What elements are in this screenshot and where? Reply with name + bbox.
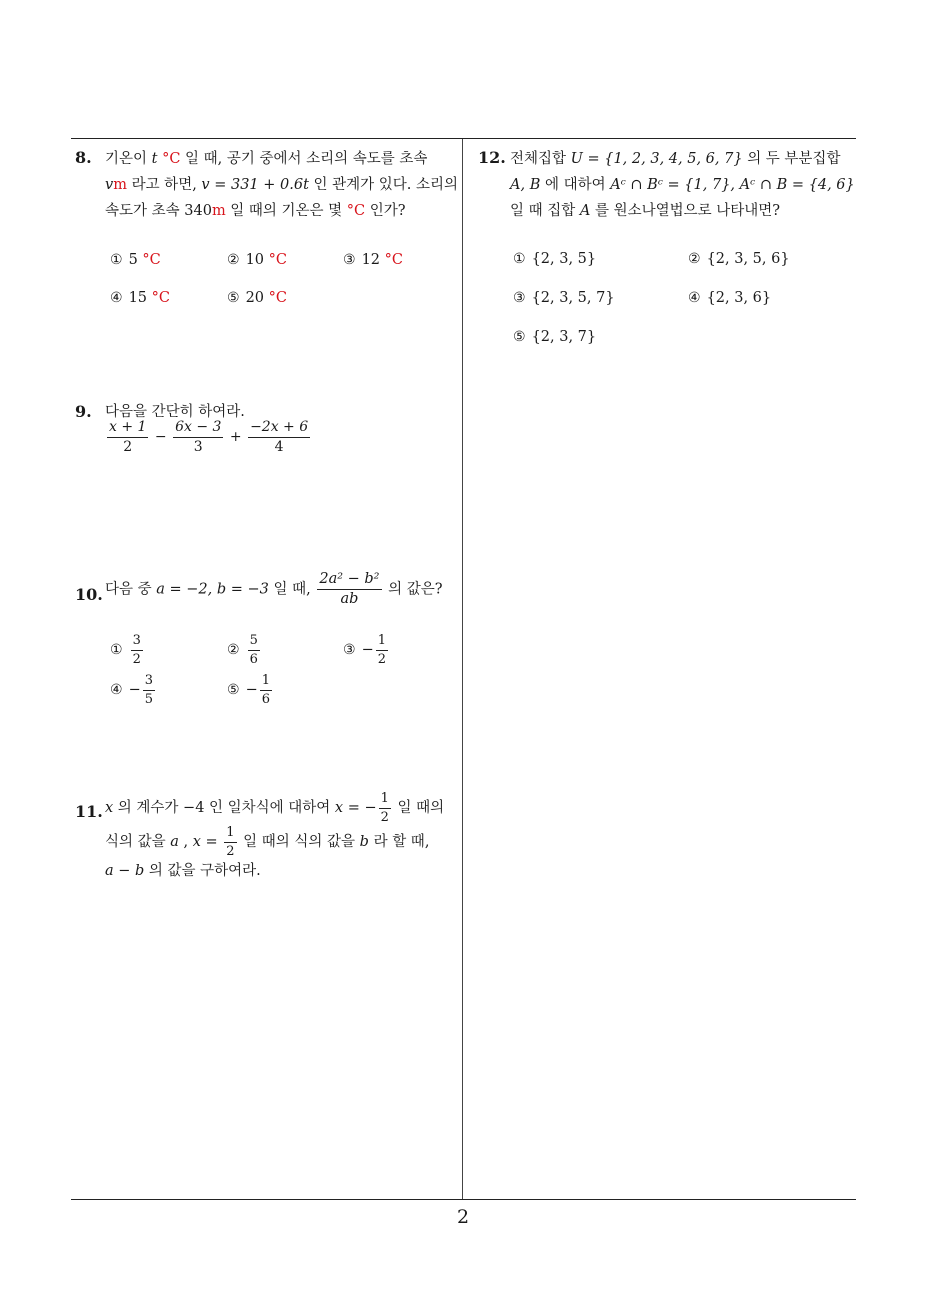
question-number: 11.	[75, 802, 103, 821]
expression: $\frac{x + 1}{2}$ − $\frac{6x - 3}{3}$ + $\frac{-2x + 6}{4}$	[109, 419, 309, 455]
question-text: 다음 중 a = −2, b = −3 일 때, $\frac{\text{2a² − b²}}{ab}$ 의 값은?	[105, 571, 443, 608]
choice-5[interactable]: ⑤ − $\frac{1}{6}$	[227, 673, 270, 707]
question-text: 다음을 간단히 하여라.	[105, 404, 245, 420]
choice-5[interactable]: ⑤ 20 °C	[227, 290, 287, 306]
choice-2[interactable]: ② $\frac{5}{6}$	[227, 633, 258, 667]
choice-3[interactable]: ③ − $\frac{1}{2}$	[343, 633, 386, 667]
question-line-3: a − b 의 값을 구하여라.	[105, 863, 261, 879]
question-text: 전체집합 U = {1, 2, 3, 4, 5, 6, 7} 의 두 부분집합 A, B 에 대하여 Aᶜ ∩ Bᶜ = {1, 7}, Aᶜ ∩ B = {4, 6} 일 때 집합 A 를 원소나열법으로 나타내면?	[510, 151, 855, 219]
column-divider	[462, 139, 463, 1200]
choice-2[interactable]: ② {2, 3, 5, 6}	[688, 251, 790, 267]
top-rule	[71, 138, 856, 139]
question-text: 기온이 t °C 일 때, 공기 중에서 소리의 속도를 초속 vm 라고 하면, v = 331 + 0.6t 인 관계가 있다. 소리의 속도가 초속 340m 일 때의 기온은 몇 °C 인가?	[105, 151, 459, 219]
page-number: 2	[456, 1206, 470, 1228]
question-line-1: x 의 계수가 −4 인 일차식에 대하여 x = − $\frac{1}{2}$ 일 때의	[105, 791, 445, 825]
choice-5[interactable]: ⑤ {2, 3, 7}	[513, 329, 597, 345]
choice-4[interactable]: ④ − $\frac{3}{5}$	[110, 673, 153, 707]
choice-4[interactable]: ④ 15 °C	[110, 290, 170, 306]
question-number: 10.	[75, 585, 103, 604]
choice-3[interactable]: ③ 12 °C	[343, 252, 403, 268]
choice-3[interactable]: ③ {2, 3, 5, 7}	[513, 290, 615, 306]
fraction: $\frac{-2x + 6}{4}$	[250, 419, 309, 455]
choice-1[interactable]: ① $\frac{3}{2}$	[110, 633, 141, 667]
fraction: $\frac{x + 1}{2}$	[109, 419, 147, 455]
choice-1[interactable]: ① {2, 3, 5}	[513, 251, 597, 267]
question-line-2: 식의 값을 a , x = $\frac{1}{2}$ 일 때의 식의 값을 b 라 할 때,	[105, 825, 430, 859]
choice-2[interactable]: ② 10 °C	[227, 252, 287, 268]
question-number: 8.	[75, 148, 92, 167]
choice-4[interactable]: ④ {2, 3, 6}	[688, 290, 772, 306]
bottom-rule	[71, 1199, 856, 1200]
choice-1[interactable]: ① 5 °C	[110, 252, 161, 268]
question-number: 12.	[478, 148, 506, 167]
fraction: $\frac{\text{2a² − b²}}{ab}$	[319, 571, 380, 608]
fraction: $\frac{6x - 3}{3}$	[175, 419, 222, 455]
question-number: 9.	[75, 402, 92, 421]
